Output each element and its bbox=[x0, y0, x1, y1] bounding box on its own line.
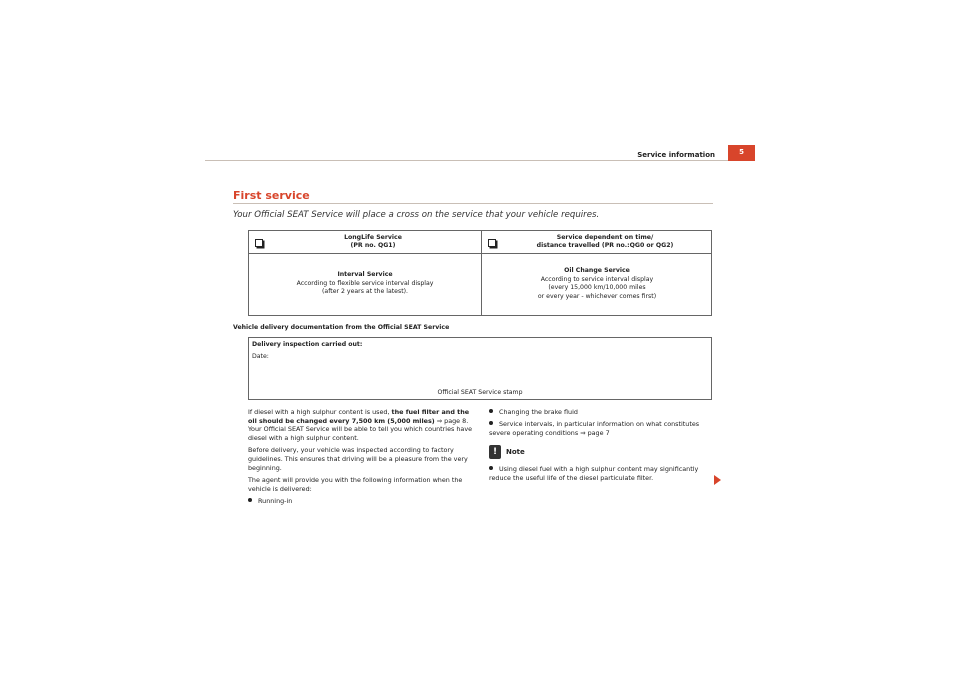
oil-change-service-line2: (every 15,000 km/10,000 miles bbox=[548, 284, 646, 292]
service-table bbox=[248, 230, 712, 316]
list-item bbox=[489, 408, 715, 417]
continue-arrow-icon[interactable] bbox=[714, 475, 721, 485]
page-number: 5 bbox=[728, 145, 755, 161]
bullet-icon bbox=[248, 498, 252, 502]
longlife-header bbox=[265, 234, 481, 250]
delivery-subheading: Vehicle delivery documentation from the Official SEAT Service bbox=[233, 324, 450, 331]
left-text-column bbox=[248, 408, 478, 509]
section-title: First service bbox=[233, 189, 310, 202]
checkbox-icon[interactable] bbox=[255, 239, 263, 247]
list-item-text: Changing the brake fluid bbox=[499, 408, 578, 416]
oil-change-service-title: Oil Change Service bbox=[564, 267, 630, 274]
note-item bbox=[489, 465, 715, 482]
running-header: Service information bbox=[637, 151, 715, 159]
oil-change-service-line3: or every year - whichever comes first) bbox=[537, 292, 657, 300]
note-item-text: Using diesel fuel with a high sulphur content may significantly reduce the useful life of the diesel particulate filter. bbox=[489, 465, 699, 482]
section-title-rule bbox=[233, 203, 713, 204]
note-icon: ! bbox=[489, 445, 501, 459]
bullet-icon bbox=[489, 466, 493, 470]
bullet-icon bbox=[489, 421, 493, 425]
oil-change-service-cell bbox=[481, 267, 713, 301]
diesel-paragraph-bold: the fuel filter and the oil should be changed every 7,500 km (5,000 miles) bbox=[248, 408, 470, 425]
longlife-header-line1: LongLife Service bbox=[344, 234, 402, 241]
header-rule bbox=[205, 160, 755, 161]
service-stamp-label: Official SEAT Service stamp bbox=[437, 389, 523, 396]
time-distance-header-line1: Service dependent on time/ bbox=[556, 234, 654, 241]
diesel-paragraph-post: ⇒ page 8. Your Official SEAT Service will be able to tell you which countries have diesel with a high sulphur content. bbox=[248, 416, 473, 442]
diesel-paragraph-pre: If diesel with a high sulphur content is used, bbox=[248, 408, 392, 416]
list-item-text: Running-in bbox=[258, 497, 293, 506]
delivery-box bbox=[248, 337, 712, 400]
time-distance-header-line2: distance travelled (PR no.:QG0 or QG2) bbox=[536, 242, 674, 249]
inspection-paragraph: Before delivery, your vehicle was inspected according to factory guidelines. This ensures that driving will be a pleasure from the very beginning. bbox=[248, 446, 468, 472]
list-item-text: Service intervals, in particular information on what constitutes severe operating conditions ⇒ page 7 bbox=[489, 420, 700, 437]
interval-service-line1: According to flexible service interval display bbox=[296, 279, 434, 287]
time-distance-header bbox=[497, 234, 713, 250]
oil-change-service-line1: According to service interval display bbox=[540, 275, 654, 283]
delivery-date-label: Date: bbox=[252, 353, 269, 360]
note-title: Note bbox=[506, 447, 525, 456]
diesel-paragraph bbox=[248, 408, 478, 442]
interval-service-line2: (after 2 years at the latest). bbox=[322, 288, 408, 296]
section-intro: Your Official SEAT Service will place a cross on the service that your vehicle requires. bbox=[233, 210, 600, 220]
delivery-box-title: Delivery inspection carried out: bbox=[252, 341, 363, 348]
agent-info-paragraph: The agent will provide you with the following information when the vehicle is delivered: bbox=[248, 476, 463, 493]
interval-service-title: Interval Service bbox=[337, 271, 393, 278]
interval-service-cell bbox=[249, 271, 481, 297]
bullet-icon bbox=[489, 409, 493, 413]
right-text-column bbox=[489, 408, 715, 486]
longlife-header-line2: (PR no. QG1) bbox=[350, 242, 396, 249]
checkbox-icon[interactable] bbox=[488, 239, 496, 247]
note-heading bbox=[489, 445, 715, 461]
list-item bbox=[489, 420, 715, 437]
list-item bbox=[248, 497, 478, 506]
